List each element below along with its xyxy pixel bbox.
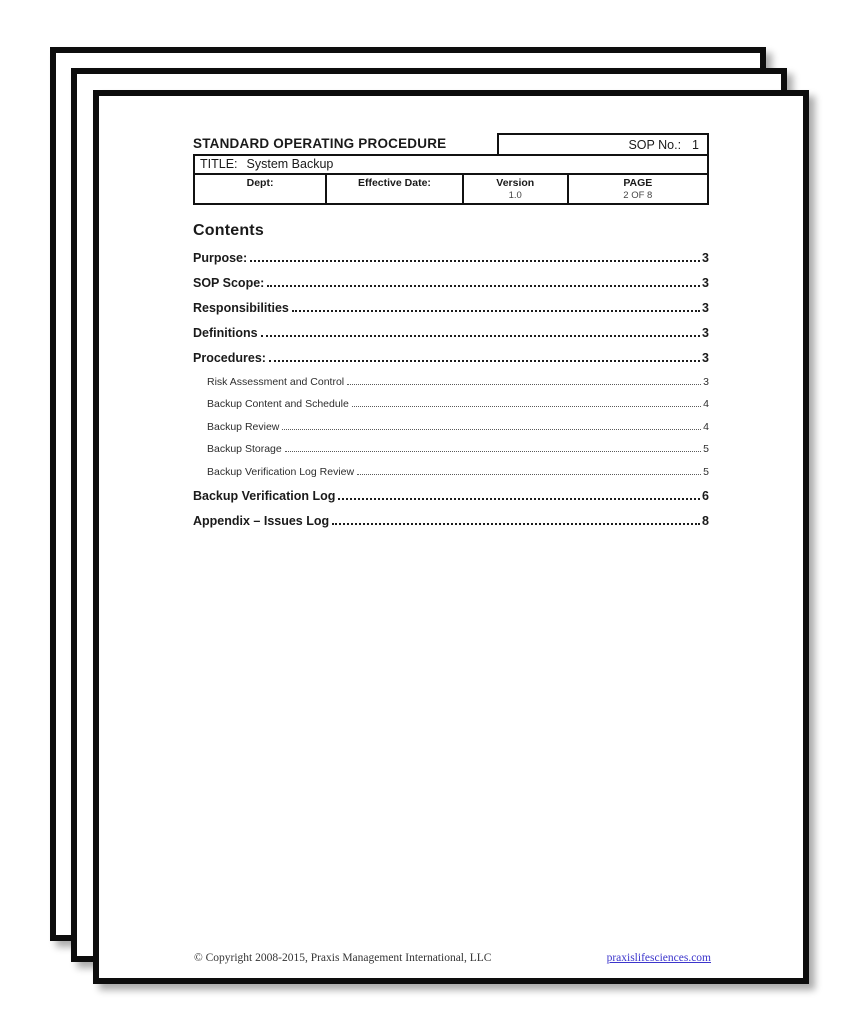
toc-entry-sop-scope [193,276,709,290]
dot-leader [292,310,700,312]
dot-leader [347,384,701,385]
sop-number-box [497,133,709,156]
toc-entry-appendix-issues-log [193,514,709,528]
toc-label: Backup Content and Schedule [207,398,349,410]
toc-label: Risk Assessment and Control [207,375,345,388]
toc-page-number: 8 [702,513,709,528]
title-label: TITLE: [200,157,238,171]
dot-leader [357,474,701,475]
dot-leader [282,429,701,430]
toc-entry-definitions [193,326,709,340]
toc-page-number: 5 [703,443,709,455]
sop-document-page [93,90,809,984]
title-value: System Backup [246,157,334,171]
toc-label: Backup Verification Log [193,488,336,503]
toc-page-number: 3 [702,326,709,340]
toc-label: Purpose: [193,251,248,265]
toc-page-number: 5 [703,465,709,478]
toc-label: Definitions [193,326,258,340]
toc-label: Procedures: [193,351,266,365]
contents-heading: Contents [193,222,264,239]
dot-leader [332,523,700,525]
title-cell [194,155,708,174]
toc-label: Backup Verification Log Review [207,465,355,478]
toc-page-number: 4 [703,420,709,433]
table-of-contents [193,251,709,528]
dot-leader [267,285,700,287]
header-top-row [193,133,709,154]
dot-leader [338,498,700,500]
toc-page-number: 3 [702,351,709,365]
copyright-text: © Copyright 2008-2015, Praxis Management International, LLC [194,952,492,964]
praxis-website-link[interactable]: praxislifesciences.com [606,952,711,964]
toc-page-number: 4 [703,398,709,410]
page-footer [194,952,711,964]
version-label: Version [496,177,535,189]
toc-entry-backup-storage [193,443,709,455]
toc-page-number: 3 [702,301,709,315]
toc-label: Appendix – Issues Log [193,513,330,528]
version-value: 1.0 [508,190,522,201]
page-content [99,96,803,978]
page-value: 2 OF 8 [623,190,653,201]
sop-number-value: 1 [692,137,699,152]
effective-date-label: Effective Date: [357,177,431,189]
dept-cell [194,174,326,204]
toc-entry-procedures [193,351,709,365]
version-cell [463,174,568,204]
toc-entry-responsibilities [193,301,709,315]
document-type-title: STANDARD OPERATING PROCEDURE [193,136,447,151]
dot-leader [285,451,701,452]
toc-label: Responsibilities [193,301,289,315]
dot-leader [250,260,700,262]
toc-entry-risk-assessment [193,376,709,388]
toc-entry-backup-content-schedule [193,398,709,410]
toc-page-number: 6 [702,488,709,503]
dot-leader [352,406,701,407]
page-label: PAGE [623,177,653,189]
dot-leader [261,335,700,337]
dot-leader [269,360,700,362]
toc-entry-backup-verification-log [193,489,709,503]
toc-label: Backup Storage [207,443,282,455]
toc-page-number: 3 [702,251,709,265]
page-cell [568,174,708,204]
header-table [193,154,709,205]
toc-label: Backup Review [207,420,280,433]
toc-entry-backup-review [193,421,709,433]
toc-page-number: 3 [703,375,709,388]
toc-entry-purpose [193,251,709,265]
toc-label: SOP Scope: [193,276,265,290]
toc-page-number: 3 [702,276,709,290]
toc-entry-backup-verification-log-review [193,466,709,478]
sop-number-label: SOP No.: [628,137,682,152]
dept-label: Dept: [246,177,274,189]
effective-date-cell [326,174,463,204]
